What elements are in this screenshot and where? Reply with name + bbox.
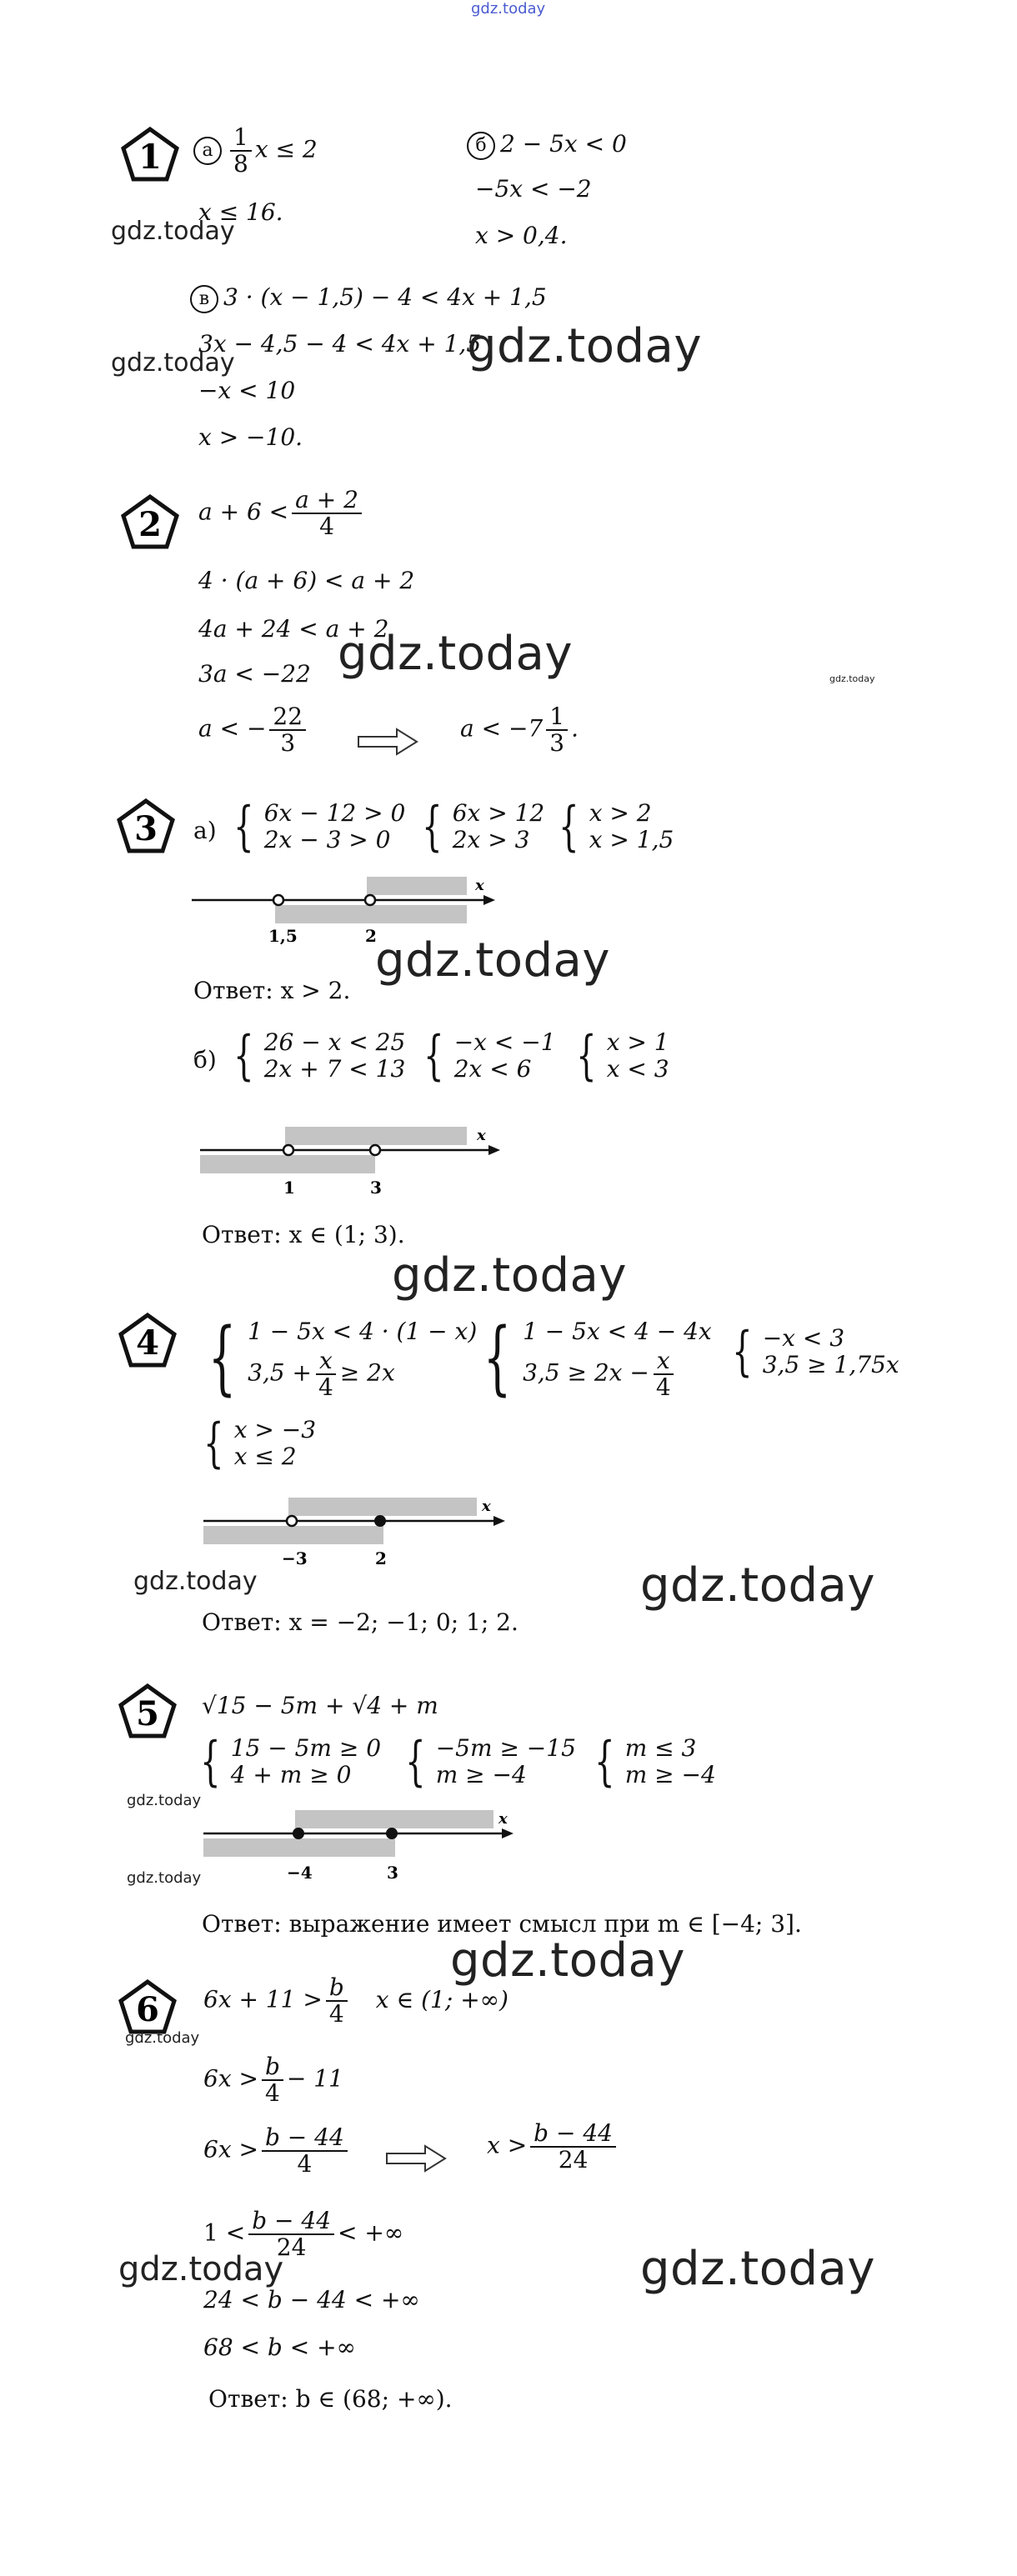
p5-axis-var: x <box>498 1810 508 1828</box>
p6-line1: 6x + 11 > $\frac{b}{4}$ x ∈ (1; +∞) <box>203 1973 508 2028</box>
p5-answer: Ответ: выражение имеет смысл при m ∈ [−4; 3]. <box>202 1910 802 1938</box>
p3-b-system3: { x > 1 x < 3 <box>576 1025 669 1087</box>
watermark: gdz.today <box>127 1792 202 1809</box>
p3-a-point-1 <box>273 895 283 905</box>
p1-b-line2: −5x < −2 <box>475 175 592 203</box>
watermark: gdz.today <box>133 1567 258 1596</box>
p3-b-shade-lower <box>200 1155 375 1173</box>
p1-c-line4: x > −10. <box>198 423 303 451</box>
p5-system1: { 15 − 5m ≥ 0 4 + m ≥ 0 <box>200 1731 382 1793</box>
problem-6-number: 6 <box>136 1990 159 2029</box>
p3-b-answer: Ответ: x ∈ (1; 3). <box>202 1221 405 1248</box>
p2-line4: 3a < −22 <box>198 660 311 688</box>
p3-a-tick-2: 2 <box>365 926 377 946</box>
problem-3-number: 3 <box>134 809 158 848</box>
p6-line2: 6x > $\frac{b}{4}$ − 11 <box>203 2053 343 2107</box>
p1-b-label: б <box>467 132 495 160</box>
p5-point-1 <box>293 1828 304 1839</box>
p3-b-system1: { 26 − x < 25 2x + 7 < 13 <box>233 1025 406 1087</box>
p3-a-answer: Ответ: x > 2. <box>193 977 351 1004</box>
p4-system2: { 1 − 5x < 4 − 4x 3,5 ≥ 2x − $\frac{x}{4}$ <box>483 1311 712 1404</box>
pentagon-1-icon <box>121 127 179 182</box>
p3-a-point-2 <box>365 895 375 905</box>
p4-system4: { x > −3 x ≤ 2 <box>203 1413 317 1474</box>
watermark: gdz.today <box>111 217 235 246</box>
p5-number-line <box>200 1808 517 1892</box>
p3-b-point-1 <box>283 1145 293 1155</box>
p2-line6: a < −7 $\frac{1}{3}$ . <box>460 703 579 757</box>
p1-a-line2: x ≤ 16. <box>198 198 283 226</box>
watermark: gdz.today <box>118 2250 284 2288</box>
p1-c-line2: 3x − 4,5 − 4 < 4x + 1,5 <box>198 330 482 358</box>
p5-expression: √15 − 5m + √4 + m <box>202 1692 438 1719</box>
watermark: gdz.today <box>338 627 574 681</box>
p1-c-line3: −x < 10 <box>198 377 296 404</box>
problem-1-number: 1 <box>138 138 162 177</box>
p3-b-shade-upper <box>285 1127 467 1145</box>
watermark: gdz.today <box>127 1869 202 1887</box>
p3-b-system2: { −x < −1 2x < 6 <box>423 1025 556 1087</box>
p6-line4: 1 < $\frac{b - 44}{24}$ < +∞ <box>203 2207 404 2261</box>
p4-point-1 <box>287 1516 297 1526</box>
pentagon-2-icon <box>121 494 179 549</box>
p3-a-shade-lower <box>275 905 467 923</box>
watermark: gdz.today <box>450 1933 686 1988</box>
watermark: gdz.today <box>829 673 875 684</box>
p3-a-shade-upper <box>367 877 467 895</box>
p1-b-line1: б 2 − 5x < 0 <box>467 130 627 160</box>
p1-a-line1: а $\frac{1}{8}$ x ≤ 2 <box>193 125 318 177</box>
p2-line2: 4 · (a + 6) < a + 2 <box>198 567 415 594</box>
p6-line3: 6x > $\frac{b - 44}{4}$ <box>203 2125 351 2177</box>
p6-line6: 68 < b < +∞ <box>203 2333 356 2361</box>
p4-point-2 <box>374 1515 386 1527</box>
p3-b-axis-var: x <box>477 1127 486 1144</box>
p4-shade-upper <box>288 1498 477 1516</box>
watermark: gdz.today <box>392 1248 628 1303</box>
top-watermark: gdz.today <box>471 0 546 18</box>
problem-4-number: 4 <box>136 1323 159 1363</box>
p5-tick-2: 3 <box>387 1863 398 1883</box>
p3-b-point-2 <box>370 1145 380 1155</box>
problem-5-number: 5 <box>136 1694 159 1733</box>
p3-a-system2: { 6x > 12 2x > 3 <box>422 796 545 858</box>
p5-point-2 <box>386 1828 398 1839</box>
p2-line3: 4a + 24 < a + 2 <box>198 615 389 643</box>
watermark: gdz.today <box>111 348 235 378</box>
p6-answer: Ответ: b ∈ (68; +∞). <box>208 2385 453 2413</box>
p3-b-label: б) <box>193 1046 217 1073</box>
p3-a-system3: { x > 2 x > 1,5 <box>559 796 674 858</box>
implies-arrow-icon <box>357 727 418 757</box>
p5-system3: { m ≤ 3 m ≥ −4 <box>594 1731 716 1793</box>
watermark: gdz.today <box>640 1558 876 1613</box>
p1-c-line1: в 3 · (x − 1,5) − 4 < 4x + 1,5 <box>190 283 547 313</box>
p4-answer: Ответ: x = −2; −1; 0; 1; 2. <box>202 1608 519 1636</box>
p3-a-axis-var: x <box>475 877 484 894</box>
p3-b-number-line <box>197 1125 505 1208</box>
p3-b-tick-1: 1 <box>283 1178 295 1198</box>
p1-a-label: а <box>193 137 222 165</box>
p4-system1: { 1 − 5x < 4 · (1 − x) 3,5 + $\frac{x}{4}$ ≥ 2x <box>208 1311 478 1404</box>
p3-b-tick-2: 3 <box>370 1178 382 1198</box>
watermark: gdz.today <box>125 2029 200 2047</box>
p4-axis-var: x <box>482 1498 491 1515</box>
p5-tick-1: −4 <box>287 1863 313 1883</box>
watermark: gdz.today <box>640 2242 876 2296</box>
problem-2-number: 2 <box>138 505 162 544</box>
p3-a-tick-1: 1,5 <box>268 926 298 946</box>
pentagon-4-icon <box>118 1313 177 1368</box>
p5-system2: { −5m ≥ −15 m ≥ −4 <box>405 1731 576 1793</box>
implies-arrow-icon <box>385 2143 447 2173</box>
p2-line1: a + 6 < $\frac{a + 2}{4}$ <box>198 488 365 539</box>
pentagon-3-icon <box>117 798 175 853</box>
watermark: gdz.today <box>375 933 611 988</box>
p3-a-label: а) <box>193 817 217 844</box>
p4-shade-lower <box>203 1526 383 1544</box>
p5-shade-lower <box>203 1838 395 1857</box>
p1-c-label: в <box>190 285 218 313</box>
watermark: gdz.today <box>467 319 703 373</box>
p2-line5: a < − $\frac{22}{3}$ <box>198 704 309 756</box>
p6-line5: 24 < b − 44 < +∞ <box>203 2286 420 2313</box>
p5-shade-upper <box>295 1810 493 1828</box>
p1-b-line3: x > 0,4. <box>475 222 568 249</box>
pentagon-5-icon <box>118 1683 177 1738</box>
p3-a-system1: { 6x − 12 > 0 2x − 3 > 0 <box>233 796 406 858</box>
p4-tick-1: −3 <box>282 1548 308 1568</box>
p4-tick-2: 2 <box>375 1548 387 1568</box>
p6-line3-result: x > $\frac{b - 44}{24}$ <box>487 2121 619 2173</box>
pentagon-6-icon <box>118 1979 177 2034</box>
p4-system3: { −x < 3 3,5 ≥ 1,75x <box>732 1321 899 1383</box>
